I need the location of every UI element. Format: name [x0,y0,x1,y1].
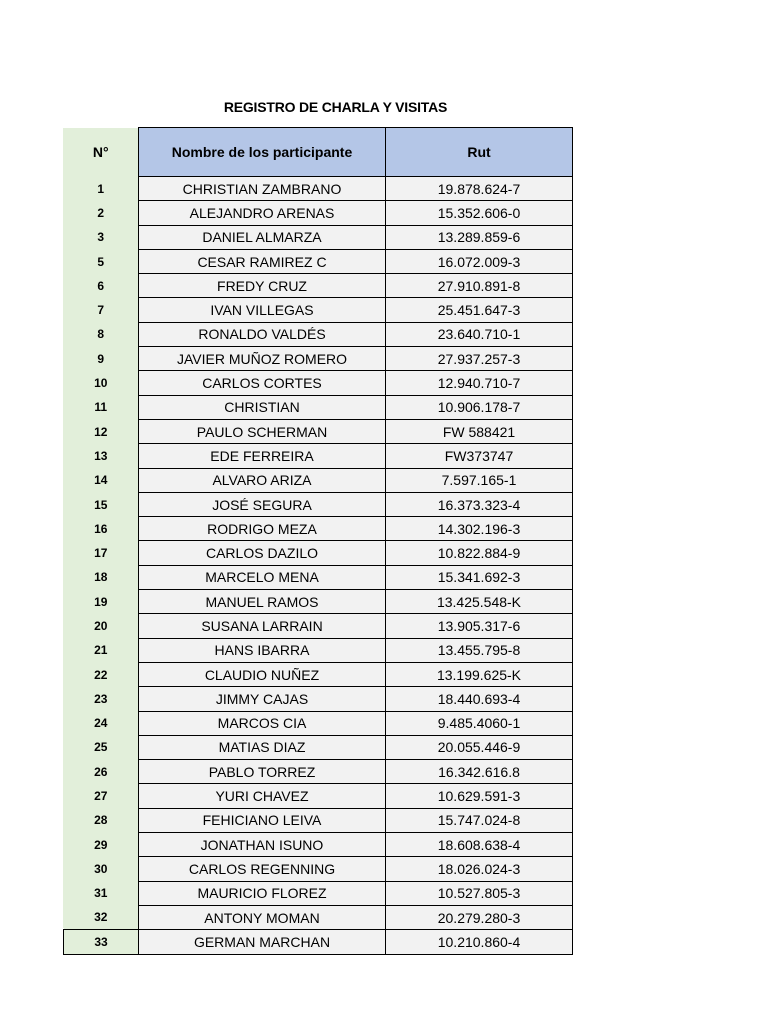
table-row [64,395,573,419]
table-row [64,541,573,565]
table-row [64,833,573,857]
rut-cell: 14.302.196-3 [386,517,573,541]
table-row [64,638,573,662]
rut-cell: 18.440.693-4 [386,687,573,711]
table-row [64,857,573,881]
participant-name-cell: RODRIGO MEZA [139,517,386,541]
table-row [64,590,573,614]
participants-table [63,127,573,955]
participant-name-cell: GERMAN MARCHAN [139,930,386,954]
rut-cell: 13.455.795-8 [386,638,573,662]
table-row [64,225,573,249]
row-number-cell: 20 [64,614,139,638]
participant-name-cell: IVAN VILLEGAS [139,298,386,322]
table-row [64,881,573,905]
row-number-cell: 2 [64,201,139,225]
header-rut: Rut [386,128,573,177]
document-title: REGISTRO DE CHARLA Y VISITAS [223,99,448,115]
table-row [64,517,573,541]
table-row [64,371,573,395]
row-number-cell: 23 [64,687,139,711]
participant-name-cell: ANTONY MOMAN [139,905,386,929]
table-row [64,274,573,298]
row-number-cell: 21 [64,638,139,662]
header-row [64,128,573,177]
row-number-cell: 1 [64,177,139,201]
table-row [64,614,573,638]
rut-cell: 20.055.446-9 [386,735,573,759]
table-row [64,468,573,492]
participant-name-cell: CESAR RAMIREZ C [139,249,386,273]
row-number-cell: 16 [64,517,139,541]
row-number-cell: 17 [64,541,139,565]
table-body [64,177,573,955]
table-row [64,905,573,929]
rut-cell: 10.210.860-4 [386,930,573,954]
participant-name-cell: DANIEL ALMARZA [139,225,386,249]
rut-cell: 18.608.638-4 [386,833,573,857]
participant-name-cell: CARLOS CORTES [139,371,386,395]
participant-name-cell: MANUEL RAMOS [139,590,386,614]
table-row [64,249,573,273]
participant-name-cell: JONATHAN ISUNO [139,833,386,857]
participant-name-cell: PABLO TORREZ [139,760,386,784]
row-number-cell: 31 [64,881,139,905]
row-number-cell: 25 [64,735,139,759]
table-row [64,298,573,322]
table-row [64,662,573,686]
table-row [64,322,573,346]
rut-cell: 10.527.805-3 [386,881,573,905]
rut-cell: 25.451.647-3 [386,298,573,322]
rut-cell: 15.747.024-8 [386,808,573,832]
participant-name-cell: CARLOS DAZILO [139,541,386,565]
rut-cell: 20.279.280-3 [386,905,573,929]
table-row [64,711,573,735]
rut-cell: 23.640.710-1 [386,322,573,346]
table-row [64,419,573,443]
participant-name-cell: JAVIER MUÑOZ ROMERO [139,347,386,371]
participant-name-cell: ALVARO ARIZA [139,468,386,492]
participant-name-cell: CHRISTIAN ZAMBRANO [139,177,386,201]
row-number-cell: 5 [64,249,139,273]
rut-cell: 19.878.624-7 [386,177,573,201]
participant-name-cell: PAULO SCHERMAN [139,419,386,443]
table-row [64,784,573,808]
rut-cell: 9.485.4060-1 [386,711,573,735]
row-number-cell: 26 [64,760,139,784]
row-number-cell: 14 [64,468,139,492]
participant-name-cell: CLAUDIO NUÑEZ [139,662,386,686]
row-number-cell: 29 [64,833,139,857]
rut-cell: 10.629.591-3 [386,784,573,808]
row-number-cell: 19 [64,590,139,614]
rut-cell: 13.289.859-6 [386,225,573,249]
row-number-cell: 6 [64,274,139,298]
participant-name-cell: MATIAS DIAZ [139,735,386,759]
header-number: N° [64,128,139,177]
rut-cell: 15.341.692-3 [386,565,573,589]
rut-cell: 10.822.884-9 [386,541,573,565]
rut-cell: 10.906.178-7 [386,395,573,419]
table-row [64,735,573,759]
table-row [64,177,573,201]
participant-name-cell: MARCELO MENA [139,565,386,589]
participant-name-cell: FEHICIANO LEIVA [139,808,386,832]
row-number-cell: 15 [64,492,139,516]
table-header [64,128,573,177]
row-number-cell: 33 [64,930,139,954]
row-number-cell: 10 [64,371,139,395]
rut-cell: 12.940.710-7 [386,371,573,395]
rut-cell: 13.199.625-K [386,662,573,686]
row-number-cell: 28 [64,808,139,832]
participant-name-cell: MARCOS CIA [139,711,386,735]
row-number-cell: 7 [64,298,139,322]
row-number-cell: 9 [64,347,139,371]
table-row [64,760,573,784]
rut-cell: 15.352.606-0 [386,201,573,225]
table-row [64,492,573,516]
row-number-cell: 8 [64,322,139,346]
table-row [64,201,573,225]
participant-name-cell: FREDY CRUZ [139,274,386,298]
row-number-cell: 32 [64,905,139,929]
table-row [64,347,573,371]
row-number-cell: 22 [64,662,139,686]
participant-name-cell: HANS IBARRA [139,638,386,662]
rut-cell: 27.937.257-3 [386,347,573,371]
participant-name-cell: CHRISTIAN [139,395,386,419]
rut-cell: 16.342.616.8 [386,760,573,784]
row-number-cell: 12 [64,419,139,443]
table-row [64,687,573,711]
row-number-cell: 3 [64,225,139,249]
table-row [64,930,573,954]
table-row [64,565,573,589]
row-number-cell: 18 [64,565,139,589]
participant-name-cell: YURI CHAVEZ [139,784,386,808]
participant-name-cell: SUSANA LARRAIN [139,614,386,638]
row-number-cell: 11 [64,395,139,419]
rut-cell: 18.026.024-3 [386,857,573,881]
participant-name-cell: ALEJANDRO ARENAS [139,201,386,225]
rut-cell: 13.425.548-K [386,590,573,614]
table-row [64,808,573,832]
rut-cell: 7.597.165-1 [386,468,573,492]
row-number-cell: 24 [64,711,139,735]
rut-cell: 16.072.009-3 [386,249,573,273]
header-name: Nombre de los participante [139,128,386,177]
participant-name-cell: JOSÉ SEGURA [139,492,386,516]
table-row [64,444,573,468]
rut-cell: 27.910.891-8 [386,274,573,298]
participant-name-cell: JIMMY CAJAS [139,687,386,711]
rut-cell: 16.373.323-4 [386,492,573,516]
participant-name-cell: RONALDO VALDÉS [139,322,386,346]
participant-name-cell: EDE FERREIRA [139,444,386,468]
row-number-cell: 27 [64,784,139,808]
participant-name-cell: MAURICIO FLOREZ [139,881,386,905]
rut-cell: FW373747 [386,444,573,468]
rut-cell: FW 588421 [386,419,573,443]
row-number-cell: 30 [64,857,139,881]
participant-name-cell: CARLOS REGENNING [139,857,386,881]
row-number-cell: 13 [64,444,139,468]
rut-cell: 13.905.317-6 [386,614,573,638]
